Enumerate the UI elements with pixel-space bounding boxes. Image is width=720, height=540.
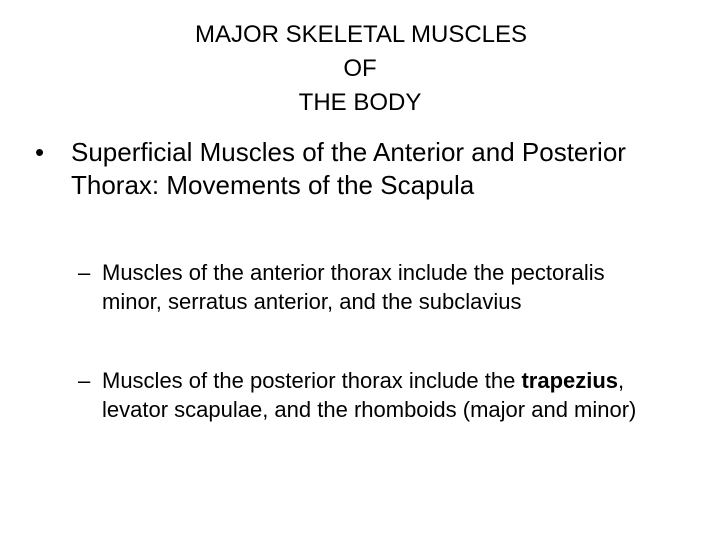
- sub-bullet-text: Muscles of the anterior thorax include the pectoralis minor, serratus anterior, and the subclavius: [102, 260, 605, 314]
- sub-bullet-text: [102, 366, 658, 424]
- sub-bullet-anterior: [78, 258, 658, 316]
- sub-bullet-text-before: Muscles of the posterior thorax include the: [102, 368, 522, 393]
- sub-bullet-posterior: [78, 366, 658, 424]
- slide-title: [0, 18, 720, 120]
- title-line-1: MAJOR SKELETAL MUSCLES: [194, 21, 528, 48]
- sub-bullet-marker: –: [78, 368, 91, 393]
- bullet-marker: •: [35, 137, 45, 167]
- main-bullet-text: Superficial Muscles of the Anterior and Posterior Thorax: Movements of the Scapula: [71, 137, 626, 200]
- sub-bullet-marker: –: [78, 260, 91, 285]
- sub-bullet-text-after: , levator scapulae, and the rhomboids (major and minor): [102, 368, 637, 422]
- title-line-3: THE BODY: [298, 89, 422, 116]
- bold-term-trapezius: trapezius: [521, 368, 619, 393]
- title-line-2: OF: [343, 55, 377, 82]
- main-bullet: [35, 136, 695, 202]
